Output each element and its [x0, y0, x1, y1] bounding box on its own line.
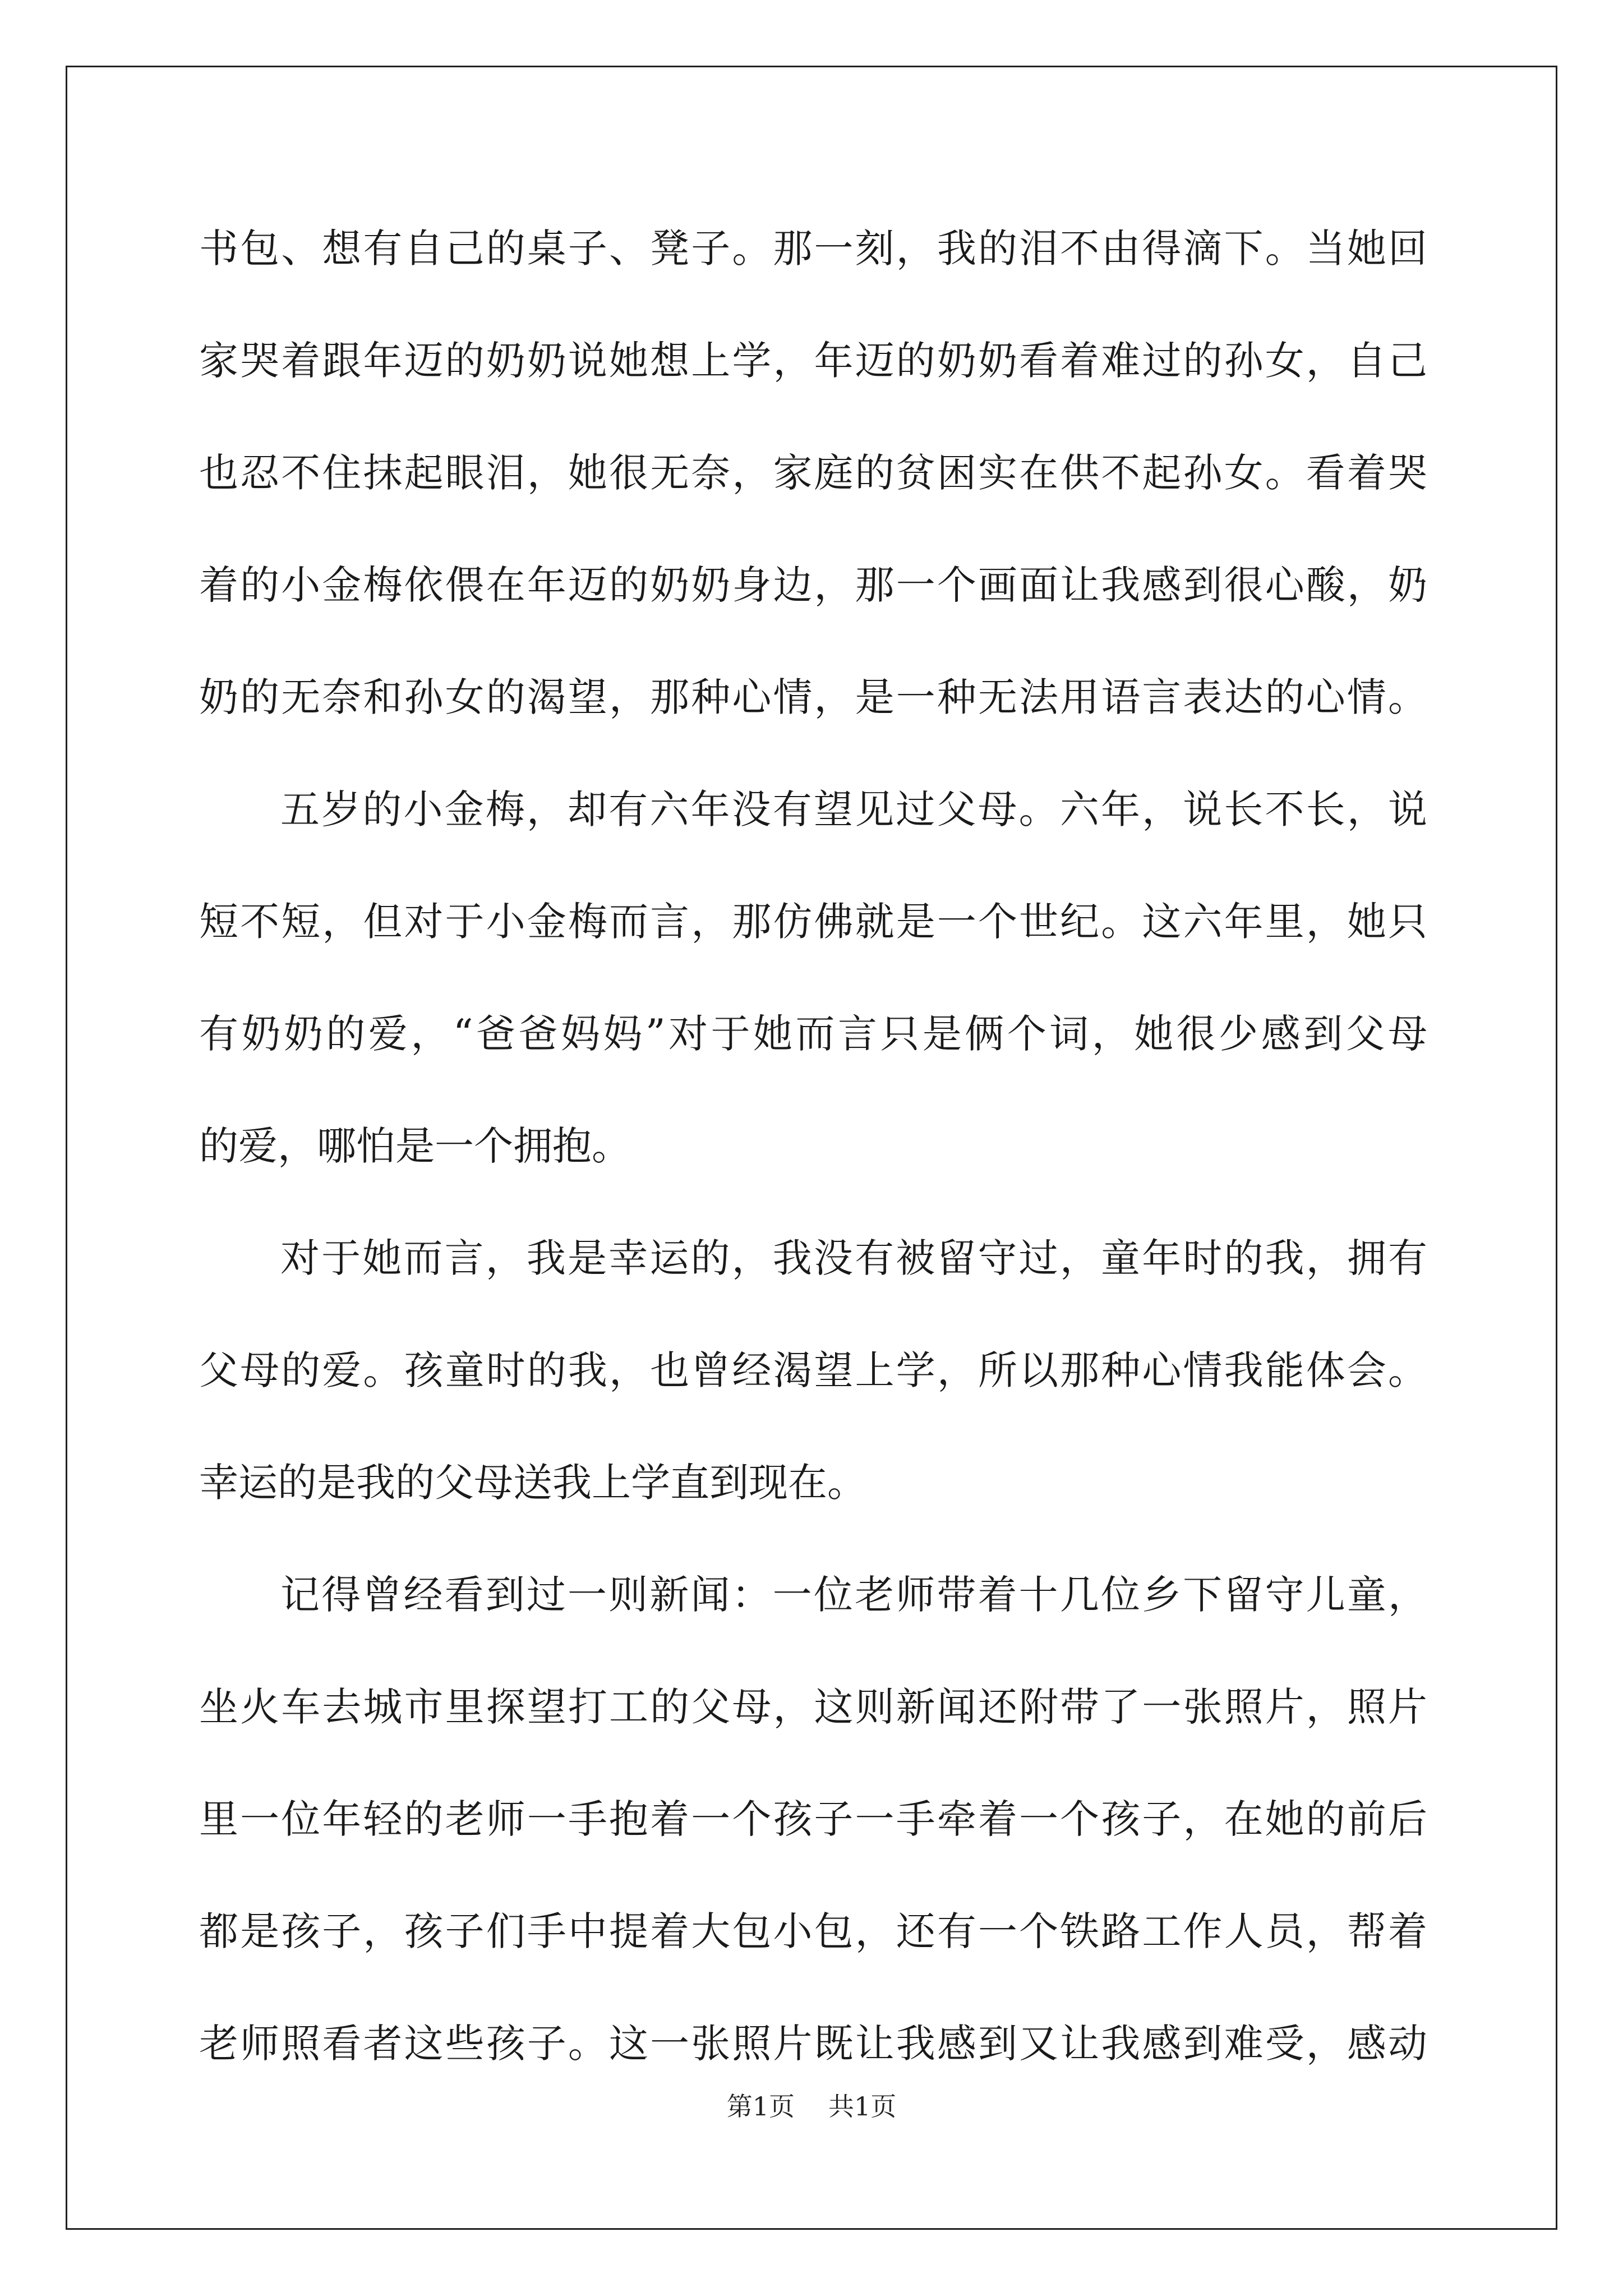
- paragraph-first-line: 对于她而言，我是幸运的，我没有被留守过，童年时的我，拥有: [280, 1235, 1427, 1281]
- paragraph-first-line: 五岁的小金梅，却有六年没有望见过父母。六年，说长不长，说: [280, 786, 1427, 832]
- text-line: 父母的爱。孩童时的我，也曾经渴望上学，所以那种心情我能体会。: [199, 1347, 1427, 1393]
- text-line: 坐火车去城市里探望打工的父母，这则新闻还附带了一张照片，照片: [199, 1684, 1427, 1730]
- text-line: 也忍不住抹起眼泪，她很无奈，家庭的贫困实在供不起孙女。看着哭: [199, 450, 1427, 496]
- text-line: 着的小金梅依偎在年迈的奶奶身边，那一个画面让我感到很心酸，奶: [199, 562, 1427, 608]
- text-line: 的爱，哪怕是一个拥抱。: [199, 1123, 631, 1169]
- text-line: 都是孩子，孩子们手中提着大包小包，还有一个铁路工作人员，帮着: [199, 1908, 1427, 1954]
- page-total: 共1页: [828, 2091, 897, 2122]
- page-number: 第1页: [726, 2091, 795, 2122]
- text-line: 家哭着跟年迈的奶奶说她想上学，年迈的奶奶看着难过的孙女，自己: [199, 338, 1427, 384]
- text-line: 短不短，但对于小金梅而言，那仿佛就是一个世纪。这六年里，她只: [199, 899, 1427, 945]
- text-line: 老师照看者这些孩子。这一张照片既让我感到又让我感到难受，感动: [199, 2021, 1427, 2067]
- text-line: 里一位年轻的老师一手抱着一个孩子一手牵着一个孩子，在她的前后: [199, 1796, 1427, 1842]
- text-line: 有奶奶的爱，“爸爸妈妈”对于她而言只是俩个词，她很少感到父母: [199, 1011, 1427, 1057]
- text-line: 书包、想有自己的桌子、凳子。那一刻，我的泪不由得滴下。当她回: [199, 226, 1427, 272]
- text-line: 幸运的是我的父母送我上学直到现在。: [199, 1460, 866, 1506]
- paragraph-first-line: 记得曾经看到过一则新闻：一位老师带着十几位乡下留守儿童，: [280, 1572, 1427, 1618]
- text-line: 奶的无奈和孙女的渴望，那种心情，是一种无法用语言表达的心情。: [199, 674, 1427, 720]
- page-footer: [0, 2090, 1623, 2123]
